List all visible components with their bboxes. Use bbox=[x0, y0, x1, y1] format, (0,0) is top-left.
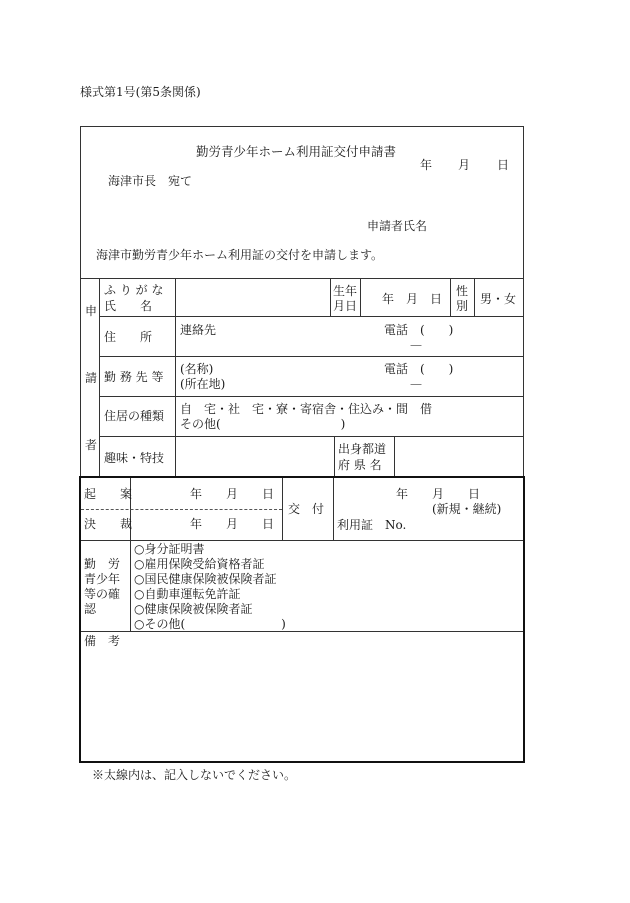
gender-left-line bbox=[450, 278, 451, 316]
gender-label-1: 性 bbox=[456, 284, 469, 298]
footnote: ※太線内は、記入しないでください。 bbox=[92, 768, 297, 782]
card-number-label: 利用証 No. bbox=[337, 518, 407, 532]
gender-label-2: 別 bbox=[456, 299, 469, 313]
verification-item-2: ○雇用保険受給資格者証 bbox=[134, 557, 265, 571]
verification-item-3: ○国民健康保険被保険者証 bbox=[134, 572, 277, 586]
birth-label-2: 月日 bbox=[333, 299, 358, 313]
phone-label-2: 電話 bbox=[384, 362, 409, 376]
verification-item-6: ○その他( ) bbox=[134, 617, 286, 631]
issue-date: 年 月 日 bbox=[396, 487, 481, 501]
verification-item-1: ○身分証明書 bbox=[134, 542, 205, 556]
issue-type: (新規・継続) bbox=[432, 502, 502, 516]
residence-options: 自 宅・社 宅・寮・寄宿舎・住込み・間 借 bbox=[180, 402, 433, 416]
birthplace-label-1: 出身都道 bbox=[338, 442, 387, 456]
date-year: 年 bbox=[420, 158, 433, 172]
thick-frame-top bbox=[79, 476, 525, 478]
birth-label-1: 生年 bbox=[333, 284, 358, 298]
birth-value: 年 月 日 bbox=[382, 292, 443, 306]
birth-left-line bbox=[330, 278, 331, 316]
verification-label-4: 認 bbox=[84, 602, 97, 616]
thick-frame-left bbox=[79, 476, 81, 763]
gender-value-line bbox=[474, 278, 475, 316]
thick-frame-right bbox=[523, 476, 525, 763]
verification-divider bbox=[130, 540, 131, 631]
row-line-4 bbox=[99, 436, 524, 437]
date-month: 月 bbox=[458, 158, 471, 172]
birth-value-line bbox=[360, 278, 361, 316]
verification-label-3: 等の確 bbox=[84, 587, 121, 601]
row-line-3 bbox=[99, 396, 524, 397]
verification-label-1: 勤 労 bbox=[84, 557, 121, 571]
phone-label-1: 電話 bbox=[384, 323, 409, 337]
issue-right-line bbox=[333, 478, 334, 540]
verification-label-2: 青少年 bbox=[84, 572, 121, 586]
applicant-table-top bbox=[80, 278, 524, 279]
applicant-side-divider bbox=[99, 278, 100, 476]
phone-parens-2: ( ) bbox=[420, 362, 454, 376]
birthplace-right-line bbox=[394, 436, 395, 476]
row-line-1 bbox=[99, 316, 524, 317]
form-title: 勤労青少年ホーム利用証交付申請書 bbox=[196, 144, 397, 159]
contact-label: 連絡先 bbox=[180, 323, 217, 337]
phone-parens-1: ( ) bbox=[420, 323, 454, 337]
applicant-name-label: 申請者氏名 bbox=[367, 219, 428, 233]
name-label: 氏 名 bbox=[104, 299, 153, 313]
request-statement: 海津市勤労青少年ホーム利用証の交付を申請します。 bbox=[96, 248, 384, 262]
frame-left-upper bbox=[80, 126, 81, 478]
phone-dash-2: — bbox=[410, 377, 422, 391]
furigana-label: ふ り が な bbox=[104, 283, 164, 297]
issue-left-line bbox=[282, 478, 283, 540]
office-row-line-2 bbox=[81, 631, 523, 632]
decision-label: 決 裁 bbox=[84, 517, 133, 531]
workplace-label: 勤 務 先 等 bbox=[104, 370, 164, 384]
label-column-divider bbox=[175, 278, 176, 476]
issue-label: 交 付 bbox=[288, 502, 325, 516]
residence-other: その他( ) bbox=[180, 417, 346, 431]
workplace-name: (名称) bbox=[180, 362, 214, 376]
side-label-3: 者 bbox=[85, 438, 98, 452]
date-day: 日 bbox=[497, 158, 510, 172]
side-label-1: 申 bbox=[85, 304, 98, 318]
draft-decision-divider bbox=[81, 509, 282, 510]
office-row-line-1 bbox=[81, 540, 523, 541]
thick-frame-bottom bbox=[79, 761, 525, 763]
remarks-label: 備 考 bbox=[84, 634, 121, 648]
draft-date: 年 月 日 bbox=[190, 487, 275, 501]
residence-label: 住居の種類 bbox=[104, 409, 165, 423]
workplace-location: (所在地) bbox=[180, 377, 226, 391]
side-label-2: 請 bbox=[85, 371, 98, 385]
row-line-2 bbox=[99, 356, 524, 357]
phone-dash-1: — bbox=[410, 338, 422, 352]
frame-top bbox=[80, 126, 524, 127]
hobby-right-line bbox=[334, 436, 335, 476]
addressee: 海津市長 宛て bbox=[108, 174, 193, 188]
frame-right-upper bbox=[523, 126, 524, 478]
gender-value: 男・女 bbox=[480, 292, 517, 306]
verification-item-4: ○自動車運転免許証 bbox=[134, 587, 241, 601]
draft-label: 起 案 bbox=[84, 487, 133, 501]
decision-date: 年 月 日 bbox=[190, 517, 275, 531]
form-number: 様式第1号(第5条関係) bbox=[80, 85, 201, 99]
birthplace-label-2: 府 県 名 bbox=[338, 458, 382, 472]
hobby-label: 趣味・特技 bbox=[104, 451, 165, 465]
verification-item-5: ○健康保険被保険者証 bbox=[134, 602, 253, 616]
address-label: 住 所 bbox=[104, 330, 153, 344]
